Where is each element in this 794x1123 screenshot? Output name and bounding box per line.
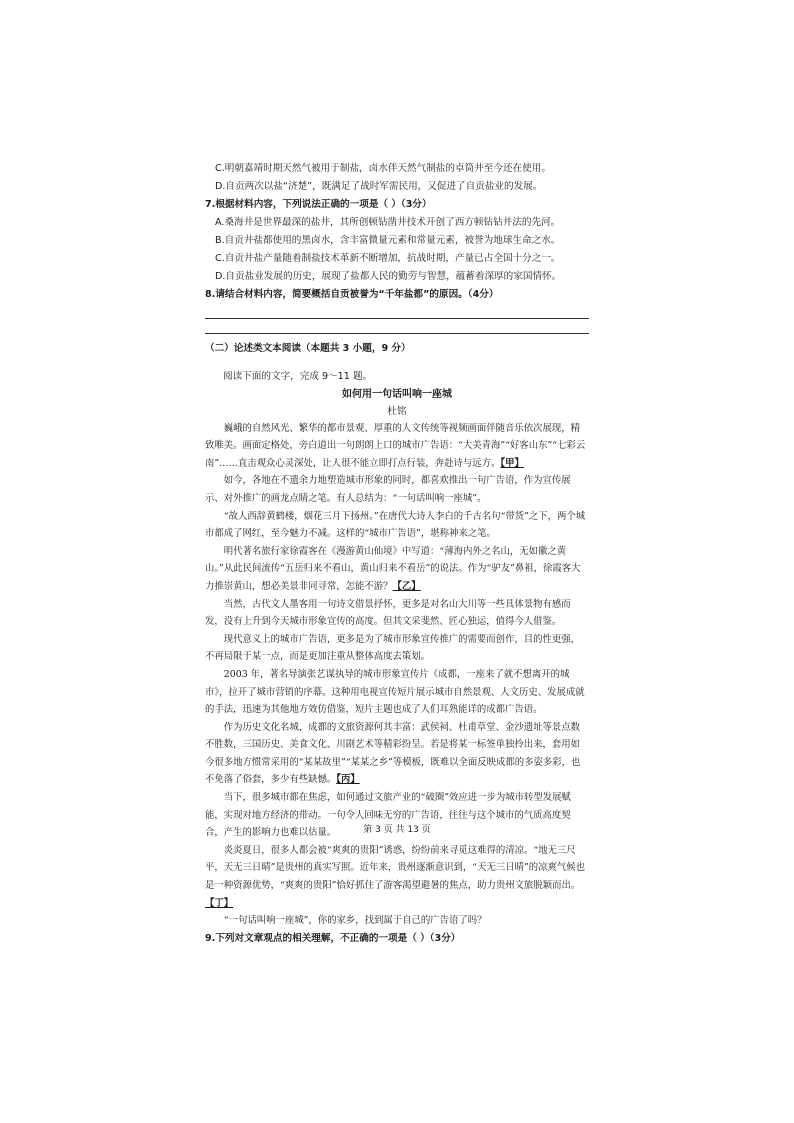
- paragraph-11: “一句话叫响一座城”，你的家乡，找到属于自己的广告语了吗？: [223, 915, 487, 927]
- paragraph-4: [205, 543, 589, 596]
- paragraph-3: “故人西辞黄鹤楼，烟花三月下扬州。”在唐代大诗人李白的千古名句“带货”之下，两个城市都成了网红，至今魅力不减。这样的“城市广告语”，堪称神来之笔。: [205, 510, 586, 540]
- question-7-stem: 7.根据材料内容，下列说法正确的一项是（ ）（3分）: [205, 199, 432, 210]
- option-d-prev: D.自贡两次以盐“济楚”，既满足了战时军需民用，又促进了自贡盐业的发展。: [215, 181, 543, 192]
- paragraph-5: 当然，古代文人墨客用一句诗文借景抒怀，更多是对名山大川等一些具体景物有感而发，没有上升到今天城市形象宣传的高度。但其文采斐然、匠心独运，值得今人借鉴。: [205, 598, 571, 628]
- question-9-stem: 9.下列对文章观点的相关理解，不正确的一项是（ ）（3分）: [205, 932, 461, 944]
- question-8-stem: 8.请结合材料内容，简要概括自贡被誉为“千年盐都”的原因。（4分）: [205, 289, 499, 300]
- paragraph-7: 2003 年，著名导演张艺谋执导的城市形象宣传片《成都，一座来了就不想离开的城市》，拉开了城市营销的序幕。这种用电视宣传短片展示城市自然景观、人文历史、发展成就的手法，迅速为其他地方效仿借鉴，短片主题也成了人们耳熟能详的成都广告语。: [205, 668, 585, 716]
- paragraph-2: 如今，各地在不遗余力地塑造城市形象的同时，都喜欢推出一句广告语，作为宣传展示、对外推广的画龙点睛之笔。有人总结为：“一句话叫响一座城”。: [205, 475, 571, 504]
- paragraph-6: 现代意义上的城市广告语，更多是为了城市形象宣传推广的需要而创作，目的性更强，不再局限于某一点，而是更加注重从整体高度去策划。: [205, 633, 581, 663]
- marker-yi: 【乙】: [392, 580, 421, 592]
- paragraph-8: [205, 719, 589, 789]
- paragraph-10: [205, 842, 589, 912]
- question-7-option-c: C.自贡井盐产量随着制盐技术革新不断增加，抗战时期，产量已占全国十分之一。: [215, 253, 561, 264]
- paragraph-9: 当下，很多城市都在焦虑，如何通过文旅产业的“破圈”效应进一步为城市转型发展赋能，实现对地方经济的带动。一句令人回味无穷的广告语，往往与这个城市的气质高度契合，产生的影响力也难以估量。: [205, 792, 571, 839]
- question-7-option-b: B.自贡井盐都使用的黑卤水，含丰富微量元素和常量元素，被誉为地球生命之水。: [215, 235, 561, 246]
- marker-bing: 【丙】: [336, 774, 360, 786]
- paragraph-10-text: 炎炎夏日，很多人都会被“爽爽的贵阳”诱惑，纷纷前来寻觅这难得的清凉。“地无三尺平，天无三日晴”是贵州的真实写照。近年来，贵州逐渐意识到，“天无三日晴”的凉爽气候也是一种资源优势，“爽爽的贵阳”恰好抓住了游客渴望避暑的焦点，助力贵州文旅脱颖而出。: [205, 844, 586, 892]
- option-c-prev: C.明朝嘉靖时期天然气被用于制盐，卤水伴天然气制盐的卓筒井至今还在使用。: [215, 163, 551, 174]
- answer-line-2: [205, 319, 589, 334]
- article-title: 如何用一句话叫响一座城: [342, 388, 452, 400]
- answer-line-1: [205, 304, 589, 319]
- question-7-option-d: D.自贡盐业发展的历史，展现了盐都人民的勤劳与智慧，蕴蓄着深厚的家国情怀。: [215, 271, 562, 282]
- paragraph-1: [205, 420, 589, 473]
- marker-ding: 【丁】: [205, 897, 234, 909]
- paragraph-4-text: 明代著名旅行家徐霞客在《漫游黄山仙境》中写道：“薄海内外之名山，无如徽之黄山。”从此民间流传“五岳归来不看山，黄山归来不看岳”的说法。作为“驴友”鼻祖，徐霞客大力推崇黄山，想必美景非同寻常，怎能不游？: [205, 545, 581, 592]
- paragraph-8-text: 作为历史文化名城，成都的文旅资源何其丰富：武侯祠、杜甫草堂、金沙遗址等景点数不胜数，三国历史、美食文化、川剧艺术等精彩纷呈。若是将某一标签单独拎出来，套用如今很多地方惯常采用的“某某故里”“某某之乡”等模板，既难以全面反映成都的多姿多彩，也不免落了俗套，多少有些缺憾。: [205, 721, 581, 786]
- section-2-heading: （二）论述类文本阅读（本题共 3 小题，9 分）: [205, 343, 411, 354]
- paragraph-1-text: 巍峨的自然风光、繁华的都市景观、厚重的人文传统等视频画面伴随音乐依次展现，精致唯美。画面定格处，旁白道出一句朗朗上口的城市广告语：“大美青海”“好客山东”“七彩云南”……直击观众心灵深处，让人很不能立即打点行装，奔赴诗与远方。: [205, 422, 586, 469]
- page-footer: 第 3 页 共 13 页: [363, 825, 431, 835]
- section-2-instruction: 阅读下面的文字，完成 9～11 题。: [223, 370, 373, 382]
- question-7-option-a: A.桑海井是世界最深的盐井，其所创顿钻凿井技术开创了西方顿钻钻井法的先河。: [215, 217, 561, 228]
- article-author: 杜铭: [387, 405, 407, 417]
- marker-jia: 【甲】: [500, 457, 524, 469]
